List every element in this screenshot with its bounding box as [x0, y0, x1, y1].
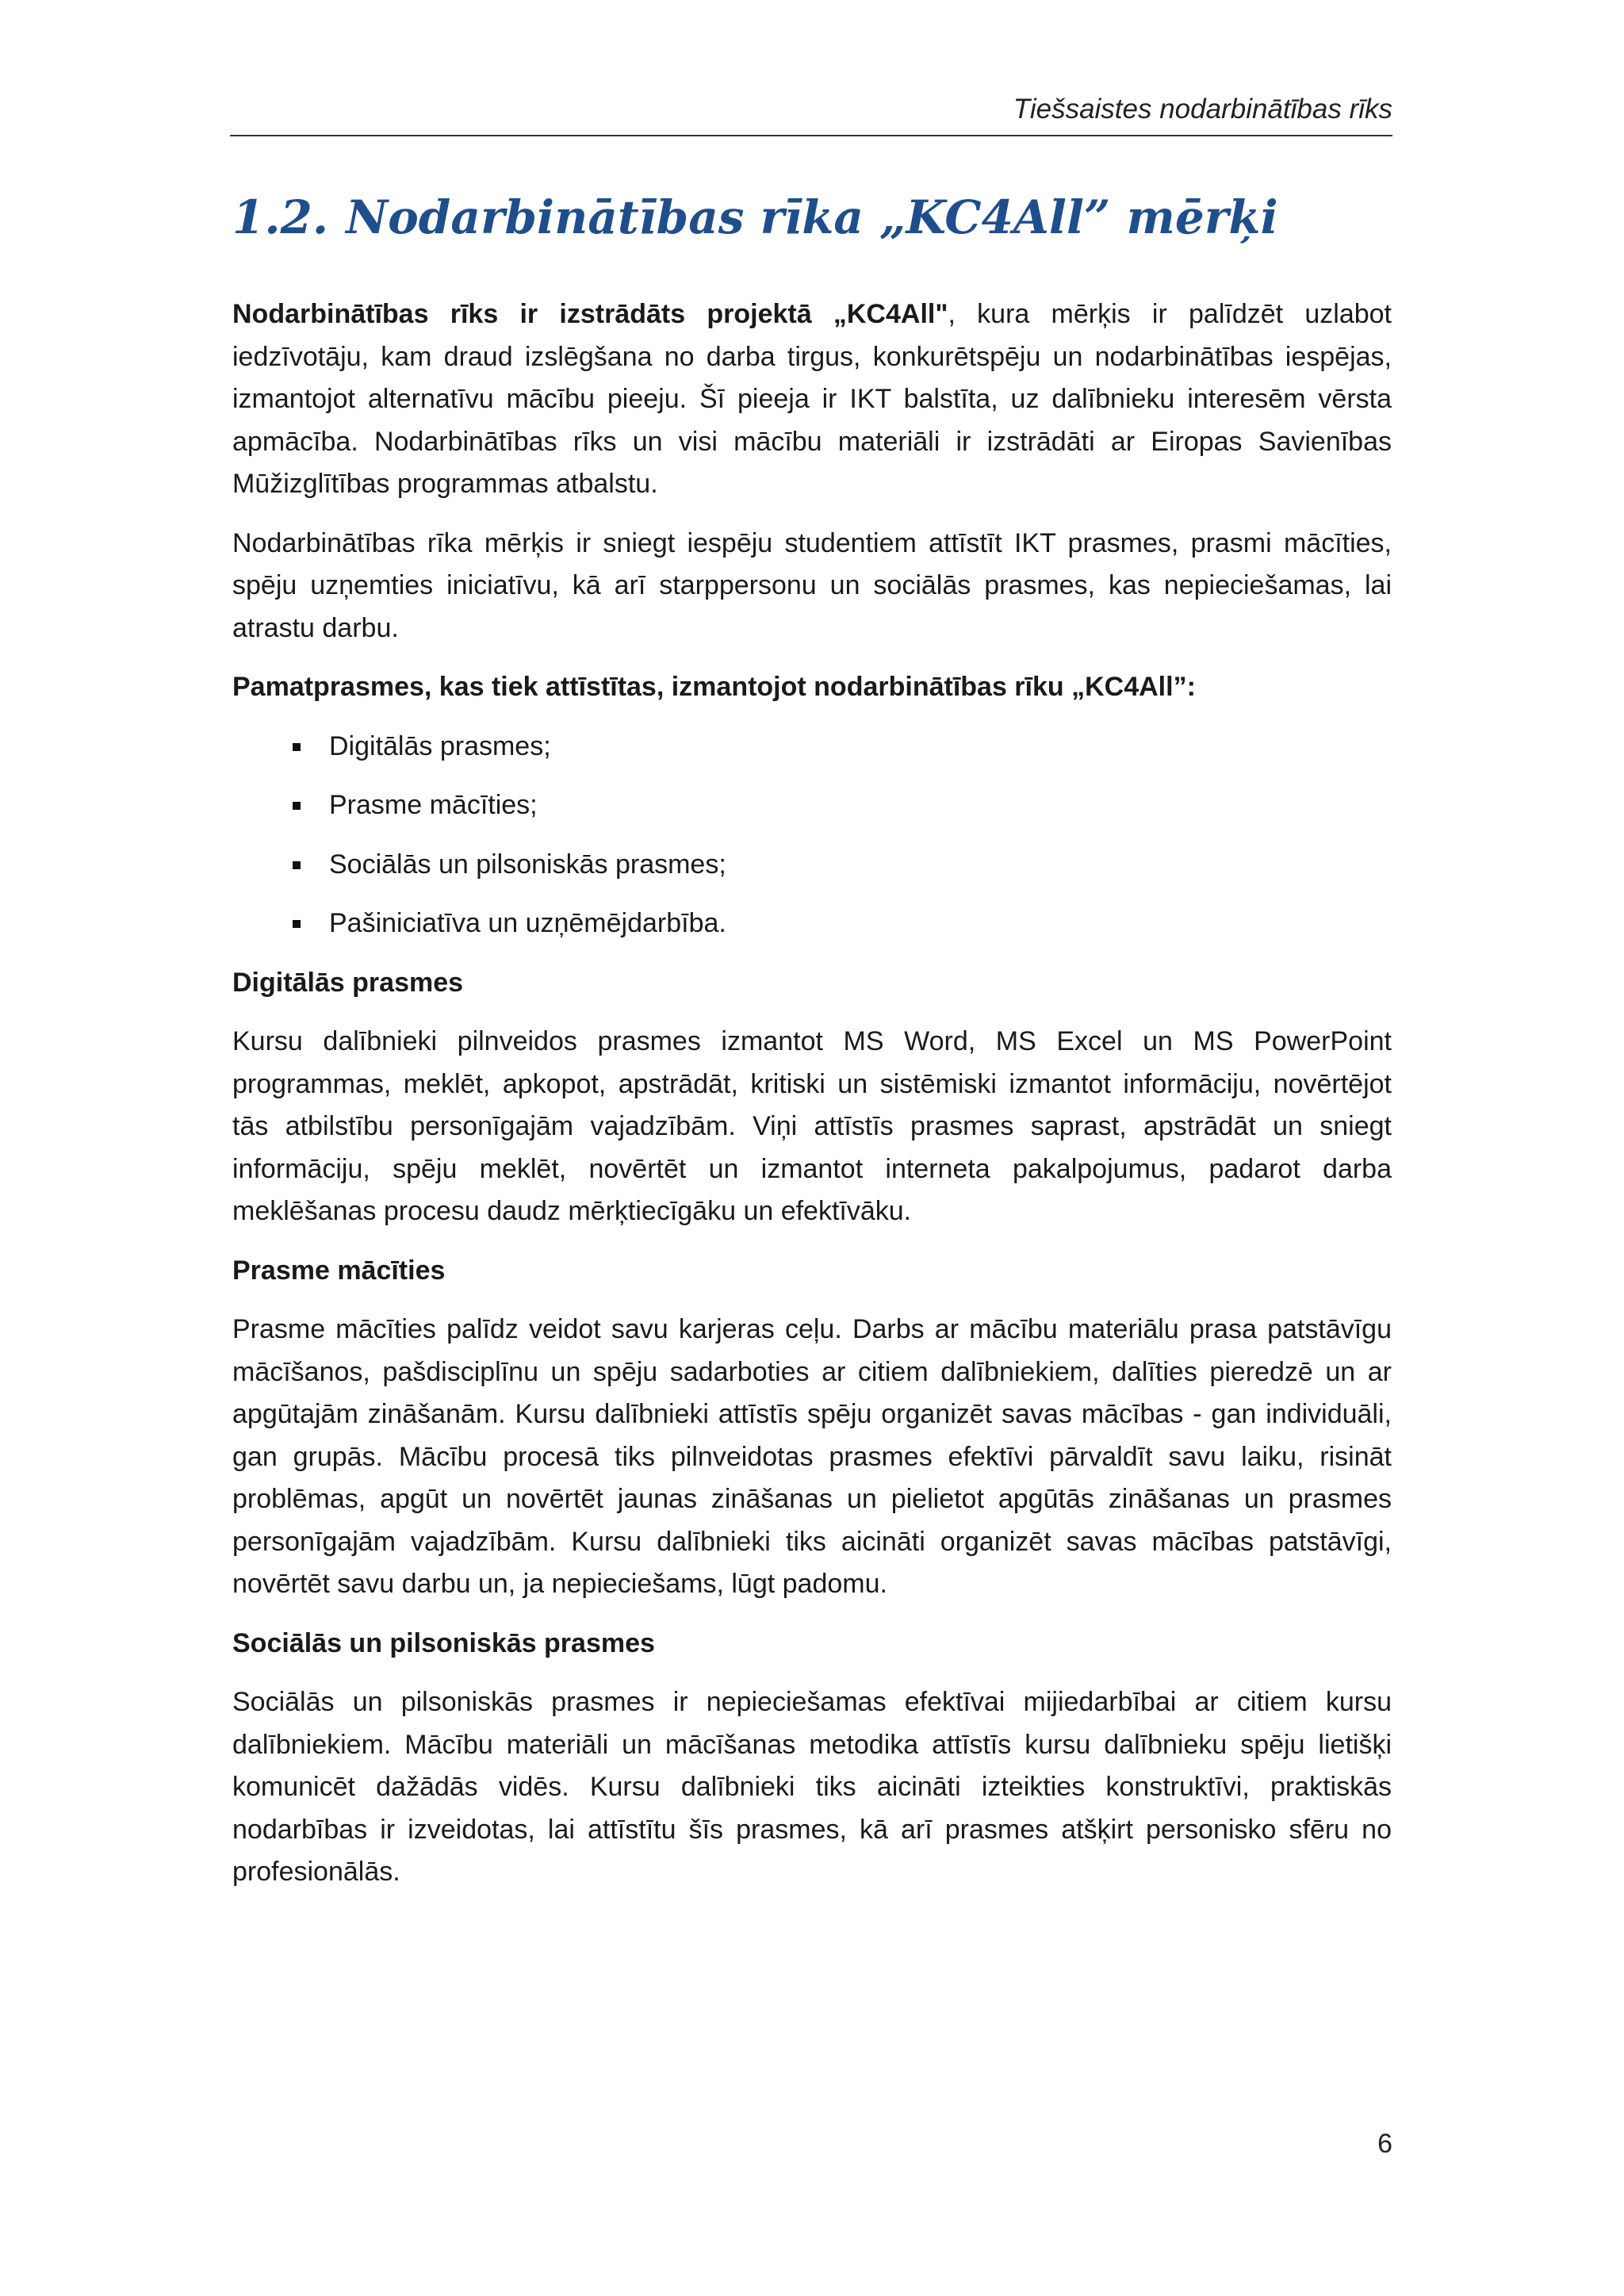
running-header: Tiešsaistes nodarbinātības rīks — [1013, 94, 1392, 125]
body-text — [232, 293, 1392, 1911]
header-rule — [230, 135, 1392, 136]
intro-rest: , kura mērķis ir palīdzēt uzlabot iedzīvotāju, kam draud izslēgšana no darba tirgus, konkurētspēju un nodarbinātības iespējas, izmantojot alternatīvu mācību pieeju. Šī pieeja ir IKT balstīta, uz dalībnieku interesēm vērsta apmācība. Nodarbinātības rīks un visi mācību materiāli ir izstrādāti ar Eiropas Savienības Mūžizglītības programmas atbalstu. — [232, 299, 1392, 499]
bullet-square-icon — [293, 920, 301, 928]
skills-list — [232, 726, 1392, 945]
section-text-learning-to-learn: Prasme mācīties palīdz veidot savu karjeras ceļu. Darbs ar mācību materiālu prasa patstāvīgu mācīšanos, pašdisciplīnu un spēju sadarboties ar citiem dalībniekiem, dalīties pieredzē un ar apgūtajām zināšanām. Kursu dalībnieki attīstīs spēju organizēt savas mācības - gan individuāli, gan grupās. Mācību procesā tiks pilnveidotas prasmes efektīvi pārvaldīt savu laiku, risināt problēmas, apgūt un novērtēt jaunas zināšanas un pielietot apgūtās zināšanas un prasmes personīgajām vajadzībām. Kursu dalībnieki tiks aicināti organizēt savas mācības patstāvīgi, novērtēt savu darbu un, ja nepieciešams, lūgt padomu. — [232, 1314, 1392, 1599]
section-title-learning-to-learn: Prasme mācīties — [232, 1255, 446, 1286]
intro-bold-lead: Nodarbinātības rīks ir izstrādāts projektā „KC4All" — [232, 299, 948, 329]
bullet-square-icon — [293, 802, 301, 810]
list-item — [232, 726, 1392, 769]
section-title-digital-skills: Digitālās prasmes — [232, 967, 464, 998]
bullet-square-icon — [293, 861, 301, 869]
intro-paragraph — [232, 293, 1392, 506]
section-text-social-civic-skills: Sociālās un pilsoniskās prasmes ir nepieciešamas efektīvai mijiedarbībai ar citiem kursu dalībniekiem. Mācību materiāli un mācīšanas metodika attīstīs kursu dalībnieku spēju lietišķi komunicēt dažādās vidēs. Kursu dalībnieki tiks aicināti izteikties konstruktīvi, praktiskās nodarbības ir izveidotas, lai attīstītu šīs prasmes, kā arī prasmes atšķirt personisko sfēru no profesionālās. — [232, 1687, 1392, 1887]
section-text-digital-skills: Kursu dalībnieki pilnveidos prasmes izmantot MS Word, MS Excel un MS PowerPoint programmas, meklēt, apkopot, apstrādāt, kritiski un sistēmiski izmantot informāciju, novērtējot tās atbilstību personīgajām vajadzībām. Viņi attīstīs prasmes saprast, apstrādāt un sniegt informāciju, spēju meklēt, novērtēt un izmantot interneta pakalpojumus, padarot darba meklēšanas procesu daudz mērķtiecīgāku un efektīvāku. — [232, 1026, 1392, 1226]
list-item — [232, 844, 1392, 887]
list-item-text: Prasme mācīties; — [329, 790, 538, 820]
page-number: 6 — [1377, 2129, 1392, 2159]
goal-paragraph: Nodarbinātības rīka mērķis ir sniegt iespēju studentiem attīstīt IKT prasmes, prasmi mācīties, spēju uzņemties iniciatīvu, kā arī starppersonu un sociālās prasmes, kas nepieciešamas, lai atrastu darbu. — [232, 527, 1392, 643]
list-item-text: Sociālās un pilsoniskās prasmes; — [329, 849, 726, 880]
section-heading — [232, 190, 1278, 244]
section-title: Nodarbinātības rīka „KC4All” mērķi — [346, 190, 1278, 244]
section-number: 1.2. — [232, 190, 329, 244]
list-item-text: Digitālās prasmes; — [329, 730, 551, 761]
skills-heading: Pamatprasmes, kas tiek attīstītas, izmantojot nodarbinātības rīku „KC4All”: — [232, 672, 1196, 702]
section-title-social-civic-skills: Sociālās un pilsoniskās prasmes — [232, 1627, 655, 1658]
list-item — [232, 784, 1392, 827]
list-item — [232, 903, 1392, 945]
bullet-square-icon — [293, 743, 301, 751]
list-item-text: Pašiniciatīva un uzņēmējdarbība. — [329, 908, 726, 938]
